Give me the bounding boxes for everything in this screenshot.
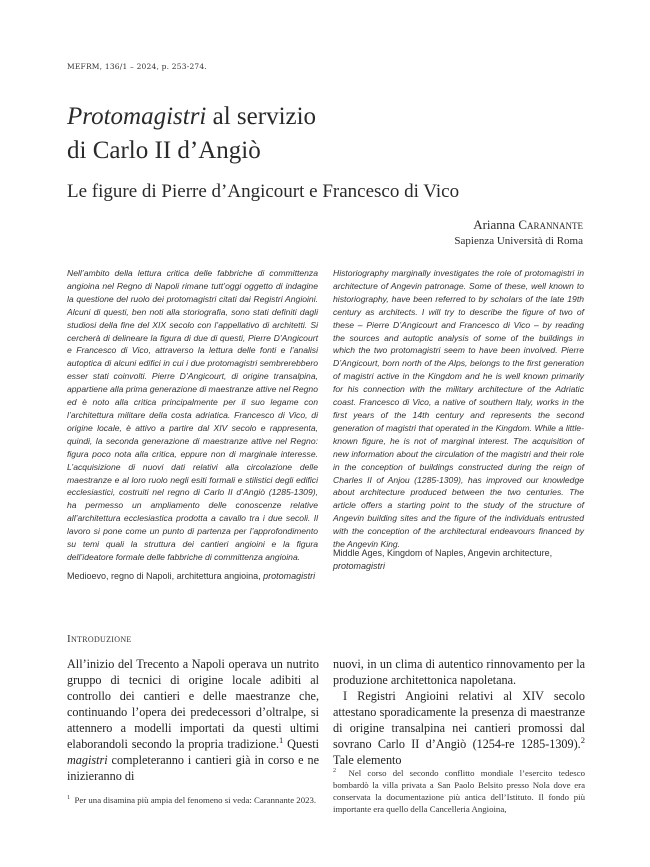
author-name xyxy=(473,217,583,233)
footnote-2-mark: 2 xyxy=(333,768,337,775)
footnote-ref-1[interactable]: 1 xyxy=(279,734,284,745)
body-paragraph-2 xyxy=(333,688,585,768)
abstract-italian-text: Nell’ambito della lettura critica delle fabbriche di committenza angioina nel Regno di Napoli rimane tutt’oggi oggetto di indagine la questione del ruolo dei protomagistri citati dai Registri Angioini. Alcuni di questi, ben noti alla storiografia, sono stati definiti dagli studiosi della fine del XIX secolo con l’appellativo di architetti. Si cercherà di delineare la figura di due di questi, Pierre D’Angicourt e Francesco di Vico, attraverso la lettura delle fonti e l’analisi autoptica di alcuni edifici in cui i due protomagistri sembrerebbero esser stati coinvolti. Pierre D’Angicourt, di origine transalpina, appartiene alla prima generazione di maestranze attive nel Regno ed è noto alla critica principalmente per il suo legame con l’architettura militare della costa adriatica. Francesco di Vico, di origine locale, è attivo a partire dal XIV secolo e rappresenta, quindi, la seconda generazione di maestranze attive nel Regno: figura poco nota alla critica, eppure non di marginale interesse. L’acquisizione di nuovi dati relativi alla circolazione delle maestranze e al loro ruolo negli esiti formali e stilistici degli edifici ecclesiastici, costruiti nel regno di Carlo II d’Angiò (1285-1309), ha permesso un ampliamento delle conoscenze relative all’architettura ecclesiastica prodotta a cavallo tra i due secoli. Il lavoro si pone come un punto di partenza per l’approfondimento su temi quali la struttura dei cantieri angioini e la figura dell’ideatore formale delle fabbriche di committenza angioina. xyxy=(67,268,318,562)
keywords-english xyxy=(333,547,584,573)
body-text: Questi xyxy=(283,737,319,751)
footnote-1-text: Per una disamina più ampia del fenomeno si veda: Carannante 2023. xyxy=(74,795,317,805)
keywords-english-plain: Middle Ages, Kingdom of Naples, Angevin architecture, xyxy=(333,548,553,558)
keywords-italian-italic: protomagistri xyxy=(263,571,316,581)
body-text: Tale elemento xyxy=(333,753,402,767)
title-line-2: di Carlo II d’Angiò xyxy=(67,137,261,164)
title-italic-word: Protomagistri xyxy=(67,103,207,130)
author-affiliation: Sapienza Università di Roma xyxy=(454,235,583,247)
article-subtitle: Le figure di Pierre d’Angicourt e Francesco di Vico xyxy=(67,181,460,202)
body-italic-term: magistri xyxy=(67,753,108,767)
keywords-english-italic: protomagistri xyxy=(333,561,386,571)
body-text: I Registri Angioini relativi al XIV secolo attestano sporadicamente la presenza di maestranze di origine transalpina nei cantieri promossi dal sovrano Carlo II d’Angiò (1254-re 1285-1309). xyxy=(333,689,585,751)
keywords-italian-plain: Medioevo, regno di Napoli, architettura angioina, xyxy=(67,571,264,581)
body-text: completeranno i cantieri già in corso e ne inizieranno di xyxy=(67,753,319,783)
body-column-right xyxy=(333,656,585,768)
author-last-name: Carannante xyxy=(518,217,583,232)
body-text: All’inizio del Trecento a Napoli operava un nutrito gruppo di tecnici di origine locale adibiti al controllo dei cantieri e delle maestranze che, continuando l’opera dei predecessori d’oltralpe, si attennero a modelli importati da questi ultimi elaborandoli secondo la propria tradizione. xyxy=(67,657,319,751)
author-first-name: Arianna xyxy=(473,217,519,232)
abstract-italian xyxy=(67,267,318,564)
footnote-1 xyxy=(67,794,318,806)
section-heading: Introduzione xyxy=(67,633,132,645)
keywords-italian xyxy=(67,570,318,583)
body-paragraph-1 xyxy=(67,656,319,784)
title-line-1 xyxy=(67,100,316,134)
body-paragraph-1-cont: nuovi, in un clima di autentico rinnovamento per la produzione architettonica napoletana. xyxy=(333,657,585,687)
abstract-english xyxy=(333,267,584,551)
abstract-english-text: Historiography marginally investigates the role of protomagistri in architecture of Angevin patronage. Some of these, well known to historiography, have been referred to by scholars of the late 19th century as architects. I will try to describe the figure of two of these – Pierre D’Angicourt and Francesco di Vico – by reading the sources and autoptic analysis of some of the buildings in which the two protomagistri seem to have been involved. Pierre D’Angicourt, born north of the Alps, belongs to the first generation of magistri active in the Kingdom and he is well known primarily for his connection with the military architecture of the Adriatic coast. Francesco di Vico, a native of southern Italy, works in the first years of the 14th century and represents the second generation of magistri that operated in the Kingdom. While a little-known figure, he is not of marginal interest. The acquisition of new information about the circulation of the magistri and their role in the conception of buildings constructed during the reign of Charles II of Anjou (1285-1309), has improved our knowledge about architecture produced between the two centuries. The article offers a starting point to the study of the structure of Angevin building sites and the figure of the individuals entrusted with the conception of the architectural endeavours financed by the Angevin King. xyxy=(333,268,584,550)
article-title xyxy=(67,100,316,168)
footnote-2-text: Nel corso del secondo conflitto mondiale l’esercito tedesco bombardò la villa privata a San Paolo Belsito presso Nola dove era conservata la documentazione più antica dell’Istituto. Il fondo più importante era quello della Cancelleria Angioina, xyxy=(333,768,585,814)
footnote-1-mark: 1 xyxy=(67,795,71,802)
footnote-2 xyxy=(333,767,585,815)
body-column-left xyxy=(67,656,319,784)
journal-reference: MEFRM, 136/1 – 2024, p. 253-274. xyxy=(67,62,207,71)
title-line-1-rest: al servizio xyxy=(206,103,317,130)
footnote-ref-2[interactable]: 2 xyxy=(580,734,585,745)
